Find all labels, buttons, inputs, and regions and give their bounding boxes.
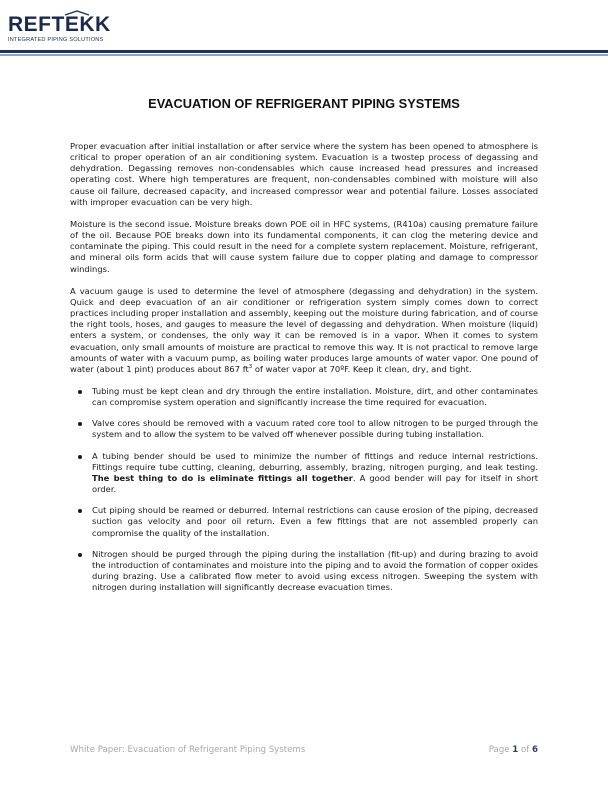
bullet-icon	[78, 509, 82, 513]
header-rule-light	[0, 54, 608, 56]
bullet-text-after: . A good bender will pay for itself in short order.	[92, 472, 538, 495]
document-title: EVACUATION OF REFRIGERANT PIPING SYSTEMS	[148, 96, 460, 111]
bullet-text: Cut piping should be reamed or deburred. Internal restrictions can cause erosion of the piping, decreased suction gas velocity and poor oil return. Even a few fittings that are not assembled properly can compromise the quality of the installation.	[92, 505, 538, 538]
footer-page-number	[489, 745, 538, 755]
page-prefix: Page	[488, 745, 513, 755]
bullet-icon	[78, 455, 82, 459]
page-current: 1	[512, 745, 519, 755]
bullet-bold-text: The best thing to do is eliminate fittings all together	[92, 472, 353, 483]
bullet-text: Valve cores should be removed with a vacuum rated core tool to allow nitrogen to be purged through the system and to allow the system to be valved off whenever possible during tubing installation.	[92, 418, 538, 440]
page-total: 6	[532, 745, 538, 755]
bullet-icon	[78, 553, 82, 557]
logo-wordmark: REFTEKK	[8, 13, 111, 36]
paragraph-vacuum-gauge	[70, 286, 538, 375]
logo-tagline: INTEGRATED PIPING SOLUTIONS	[8, 37, 104, 43]
paragraph-moisture: Moisture is the second issue. Moisture breaks down POE oil in HFC systems, (R410a) causing premature failure of the oil. Because POE breaks down into its fundamental components, it can clog the metering device and contaminate the piping. This could result in the need for a complete system replacement. Moisture, refrigerant, and mineral oils form acids that will cause system failure due to copper plating and damage to compressor windings.	[70, 218, 538, 274]
header-rule-dark	[0, 50, 608, 53]
document-body	[70, 141, 538, 603]
bullet-text: A tubing bender should be used to minimize the number of fittings and reduce internal restrictions. Fittings require tube cutting, cleaning, deburring, assembly, brazing, nitrogen purging, and leak testing.	[92, 450, 538, 472]
bullet-icon	[78, 390, 82, 394]
bullet-icon	[78, 422, 82, 426]
company-logo	[8, 14, 138, 43]
paragraph-evacuation: Proper evacuation after initial installation or after service where the system has been opened to atmosphere is critical to proper operation of an air conditioning system. Evacuation is a twostep process of degassing and dehydration. Degassing removes non-condensables which cause increased head pressures and increased operating cost. Where high temperatures are frequent, non-condensables combined with moisture will also cause oil failure, decreased capacity, and increased compressor wear and potential failure. Losses associated with improper evacuation can be very high.	[70, 141, 538, 207]
logo-roof-icon	[64, 10, 90, 16]
para3-text-b: of water vapor at 70ºF. Keep it clean, dry, and tight.	[252, 363, 472, 374]
list-item	[70, 505, 538, 538]
list-item	[70, 418, 538, 440]
bullet-text: Tubing must be kept clean and dry through the entire installation. Moisture, dirt, and other contaminates can compromise system operation and significantly increase the time required for evacuation.	[92, 385, 538, 408]
para3-text-a: A vacuum gauge is used to determine the level of atmosphere (degassing and dehydration) in the system. Quick and deep evacuation of an air conditioner or refrigeration system simply comes down to correct practices including proper installation and assembly, keeping out the moisture during fabrication, and of course the right tools, hoses, and gauges to measure the level of degassing and dehydration. When moisture (liquid) enters a system, or condenses, the only way it can be removed is in a vapor. When it comes to system evacuation, only small amounts of moisture are practical to remove this way. It is not practical to remove large amounts of water with a vacuum pump, as boiling water produces large amounts of water vapor. One pound of water (about 1 pint) produces about 867 ft	[70, 285, 538, 374]
footer-document-title: White Paper: Evacuation of Refrigerant Piping Systems	[70, 745, 306, 755]
page-of: of	[518, 745, 533, 755]
best-practices-list	[70, 386, 538, 593]
superscript-3: 3	[248, 364, 253, 371]
bullet-text: Nitrogen should be purged through the piping during the installation (fit-up) and during brazing to avoid the introduction of contaminates and moisture into the piping and to avoid the formation of copper oxides during brazing. Use a calibrated flow meter to avoid using excess nitrogen. Sweeping the system with nitrogen during installation will significantly decrease evacuation times.	[92, 548, 538, 593]
list-item	[70, 451, 538, 496]
list-item	[70, 386, 538, 408]
list-item	[70, 549, 538, 594]
